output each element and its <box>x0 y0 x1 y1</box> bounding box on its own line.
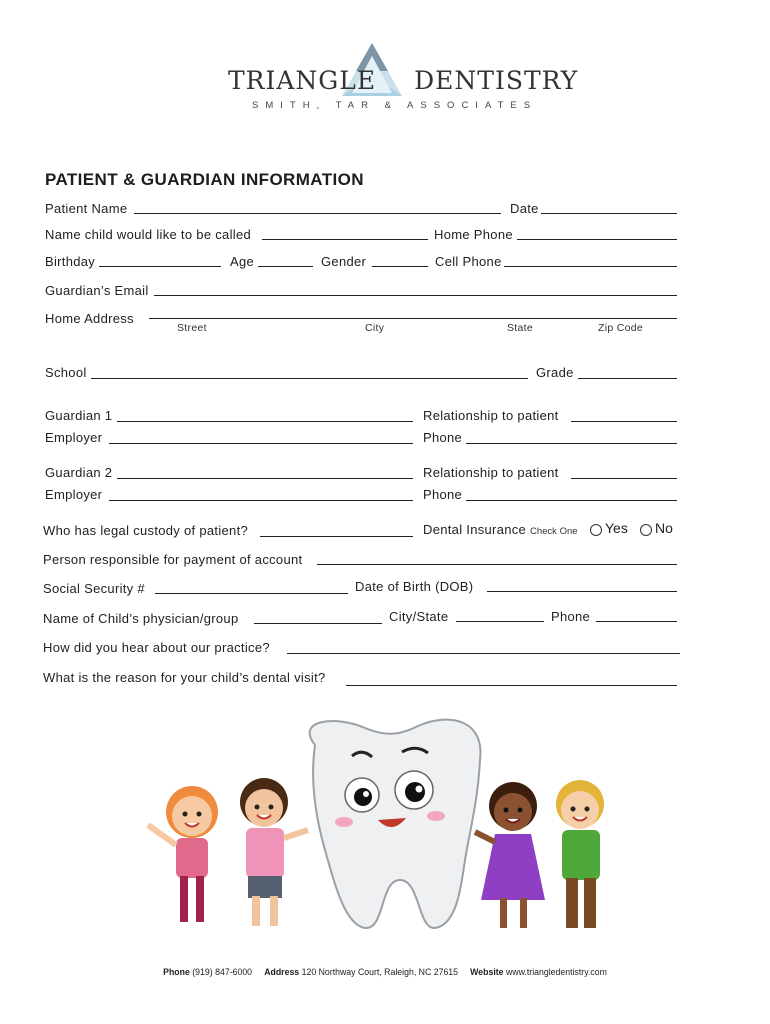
boy-pink-shirt-icon <box>240 778 308 926</box>
patient-name-label: Patient Name <box>45 201 128 216</box>
school-field[interactable] <box>91 378 528 379</box>
name-called-field[interactable] <box>262 239 428 240</box>
tooth-mascot-icon <box>310 720 481 928</box>
guardian2-label: Guardian 2 <box>45 465 113 480</box>
insurance-yes-radio[interactable] <box>590 524 602 536</box>
home-address-label: Home Address <box>45 311 134 326</box>
footer-website-label: Website <box>470 967 504 978</box>
form-title: PATIENT & GUARDIAN INFORMATION <box>45 170 364 189</box>
employer2-field[interactable] <box>109 500 413 501</box>
gender-label: Gender <box>321 254 367 269</box>
phone3-field[interactable] <box>596 621 677 622</box>
payment-field[interactable] <box>317 564 677 565</box>
girl-purple-dress-icon <box>475 782 545 928</box>
physician-field[interactable] <box>254 623 382 624</box>
guardian-email-label: Guardian’s Email <box>45 283 149 298</box>
employer1-label: Employer <box>45 430 103 445</box>
school-label: School <box>45 365 87 380</box>
home-phone-label: Home Phone <box>434 227 513 242</box>
phone3-label: Phone <box>551 609 591 624</box>
patient-name-field[interactable] <box>134 213 501 214</box>
footer <box>31 967 739 978</box>
guardian1-field[interactable] <box>117 421 413 422</box>
age-field[interactable] <box>258 266 313 267</box>
street-sublabel: Street <box>177 322 207 334</box>
logo-wordmark <box>228 66 578 95</box>
date-field[interactable] <box>541 213 677 214</box>
state-sublabel: State <box>507 322 534 334</box>
employer2-label: Employer <box>45 487 103 502</box>
relationship2-field[interactable] <box>571 478 677 479</box>
reason-label: What is the reason for your child’s dental visit? <box>43 670 326 685</box>
footer-phone: (919) 847-6000 <box>192 967 253 978</box>
reason-field[interactable] <box>346 685 677 686</box>
city-state-field[interactable] <box>456 621 544 622</box>
logo-subtitle: SMITH, TAR & ASSOCIATES <box>252 100 538 111</box>
zip-sublabel: Zip Code <box>598 322 644 334</box>
boy-green-shirt-icon <box>556 780 604 928</box>
employer1-field[interactable] <box>109 443 413 444</box>
relationship1-label: Relationship to patient <box>423 408 559 423</box>
birthday-label: Birthday <box>45 254 96 269</box>
footer-website: www.triangledentistry.com <box>505 967 607 978</box>
phone2-field[interactable] <box>466 500 677 501</box>
gender-field[interactable] <box>372 266 428 267</box>
guardian2-field[interactable] <box>117 478 413 479</box>
birthday-field[interactable] <box>99 266 221 267</box>
phone1-field[interactable] <box>466 443 677 444</box>
home-phone-field[interactable] <box>517 239 677 240</box>
phone1-label: Phone <box>423 430 463 445</box>
physician-label: Name of Child’s physician/group <box>43 611 239 626</box>
custody-field[interactable] <box>260 536 413 537</box>
relationship1-field[interactable] <box>571 421 677 422</box>
footer-address-label: Address <box>264 967 300 978</box>
relationship2-label: Relationship to patient <box>423 465 559 480</box>
cell-phone-label: Cell Phone <box>435 254 502 269</box>
payment-label: Person responsible for payment of account <box>43 552 303 567</box>
footer-phone-label: Phone <box>163 967 190 978</box>
insurance-no-radio[interactable] <box>640 524 652 536</box>
logo-right-word: DENTISTRY <box>414 66 579 95</box>
dental-insurance-label: Dental Insurance <box>423 522 527 537</box>
cell-phone-field[interactable] <box>504 266 677 267</box>
home-address-field[interactable] <box>149 318 677 319</box>
dob-field[interactable] <box>487 591 677 592</box>
phone2-label: Phone <box>423 487 463 502</box>
insurance-no-label: No <box>655 520 673 536</box>
hear-field[interactable] <box>287 653 680 654</box>
kids-and-tooth-illustration <box>130 710 630 945</box>
guardian1-label: Guardian 1 <box>45 408 113 423</box>
logo-left-word: TRIANGLE <box>228 66 377 95</box>
age-label: Age <box>230 254 255 269</box>
grade-field[interactable] <box>578 378 677 379</box>
date-label: Date <box>510 201 539 216</box>
custody-label: Who has legal custody of patient? <box>43 523 249 538</box>
city-sublabel: City <box>365 322 385 334</box>
ssn-field[interactable] <box>155 593 348 594</box>
girl-red-hair-icon <box>148 786 218 922</box>
name-called-label: Name child would like to be called <box>45 227 252 242</box>
city-state-label: City/State <box>389 609 449 624</box>
footer-address: 120 Northway Court, Raleigh, NC 27615 <box>301 967 459 978</box>
hear-label: How did you hear about our practice? <box>43 640 270 655</box>
dob-label: Date of Birth (DOB) <box>355 579 474 594</box>
guardian-email-field[interactable] <box>154 295 677 296</box>
check-one-label: Check One <box>530 526 578 537</box>
ssn-label: Social Security # <box>43 581 145 596</box>
insurance-yes-label: Yes <box>605 520 628 536</box>
grade-label: Grade <box>536 365 574 380</box>
